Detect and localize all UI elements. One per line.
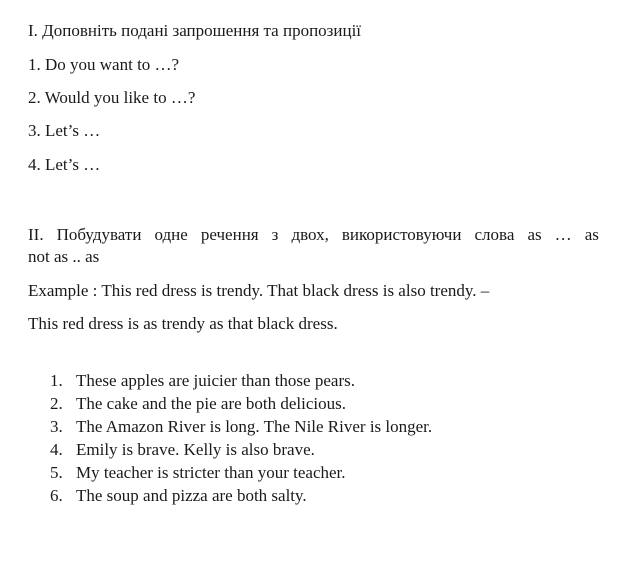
heading-word: використовуючи — [341, 225, 462, 244]
heading-word: з — [271, 225, 279, 244]
list-item — [50, 484, 432, 507]
heading-word: одне — [154, 225, 188, 244]
list-text: The Amazon River is long. The Nile River is longer. — [76, 417, 433, 436]
list-item — [50, 438, 432, 461]
list-text: The soup and pizza are both salty. — [76, 486, 307, 505]
list-text: These apples are juicier than those pears. — [76, 371, 355, 390]
list-number: 2. — [50, 394, 63, 413]
example-line-2: This red dress is as trendy as that black dress. — [28, 314, 338, 333]
section2-heading — [28, 225, 599, 245]
section1-item-2: 2. Would you like to …? — [28, 88, 196, 107]
list-item — [50, 461, 432, 484]
list-text: Emily is brave. Kelly is also brave. — [76, 440, 315, 459]
sentence-list — [50, 369, 432, 507]
heading-word: as — [527, 225, 542, 244]
section1-item-3: 3. Let’s … — [28, 121, 101, 140]
heading-word: II. — [28, 225, 44, 244]
heading-word: as — [584, 225, 599, 244]
example-line-1: Example : This red dress is trendy. That black dress is also trendy. – — [28, 281, 490, 300]
list-number: 6. — [50, 486, 63, 505]
list-number: 5. — [50, 463, 63, 482]
list-text: My teacher is stricter than your teacher. — [76, 463, 346, 482]
list-item — [50, 392, 432, 415]
heading-word: речення — [200, 225, 259, 244]
list-item — [50, 369, 432, 392]
heading-word: … — [554, 225, 572, 244]
heading-word: Побудувати — [56, 225, 142, 244]
list-number: 3. — [50, 417, 63, 436]
section1-item-1: 1. Do you want to …? — [28, 55, 180, 74]
section1-item-4: 4. Let’s … — [28, 155, 101, 174]
section1-heading: I. Доповніть подані запрошення та пропозиції — [28, 21, 362, 40]
section2-heading-line2: not as .. as — [28, 247, 100, 266]
heading-word: двох, — [291, 225, 329, 244]
heading-word: слова — [474, 225, 515, 244]
list-number: 4. — [50, 440, 63, 459]
list-text: The cake and the pie are both delicious. — [76, 394, 346, 413]
list-number: 1. — [50, 371, 63, 390]
list-item — [50, 415, 432, 438]
